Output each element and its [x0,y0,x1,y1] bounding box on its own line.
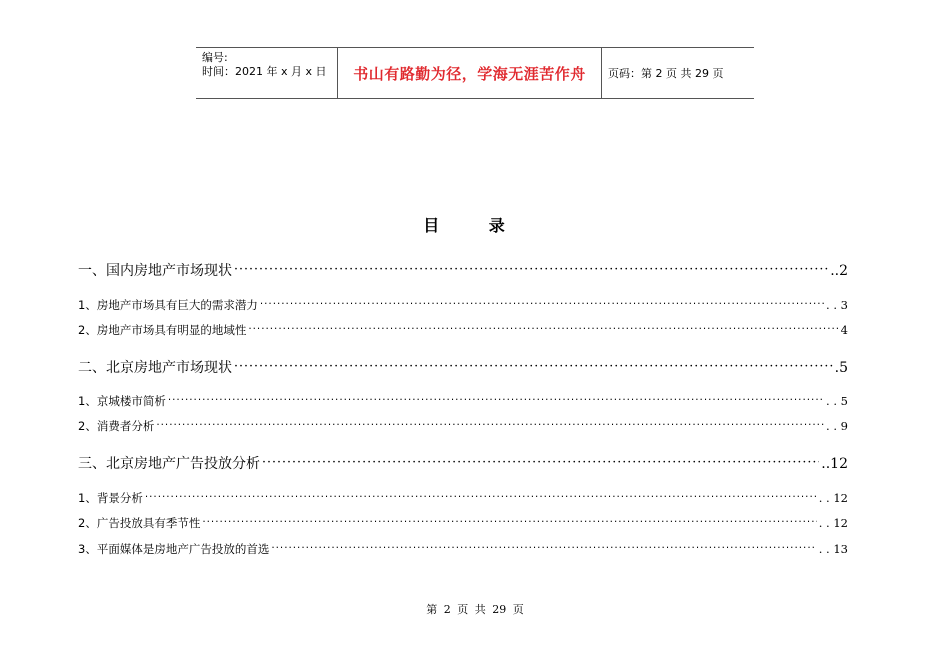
toc-entry-3-2[interactable] [78,515,848,531]
header-page-cell [602,48,754,98]
toc-entry-text: 一、国内房地产市场现状 [78,263,232,279]
toc-entry-text: 二、北京房地产市场现状 [78,360,232,376]
dot-leader [234,358,833,372]
toc-entry-1-2[interactable] [78,322,848,338]
toc-entry-3-1[interactable] [78,490,848,506]
dot-leader [271,542,816,554]
page-code: 页码：第 2 页 共 29 页 [608,67,724,80]
toc-entry-page: .5 [834,360,848,376]
toc-entry-2-1[interactable] [78,393,848,409]
toc-entry-page: . . 3 [826,298,848,312]
header-motto-cell [338,48,602,98]
toc-entry-page: ..2 [830,263,848,279]
toc-entry-page: ..12 [821,456,848,472]
dot-leader [145,491,817,503]
toc-entry-section-3[interactable] [78,453,848,473]
header-meta-cell [196,48,338,98]
toc-entry-text: 2、房地产市场具有明显的地域性 [78,323,247,337]
toc-entry-text: 2、广告投放具有季节性 [78,516,201,530]
toc-entry-page: . . 13 [818,542,848,556]
dot-leader [248,323,838,335]
toc-entry-1-1[interactable] [78,297,848,313]
toc-entry-section-2[interactable] [78,357,848,377]
toc-entry-text: 1、背景分析 [78,491,143,505]
dot-leader [156,419,824,431]
toc-entry-page: 4 [840,323,848,337]
toc-entry-page: . . 12 [818,516,848,530]
motto-text: 书山有路勤为径，学海无涯苦作舟 [353,64,586,83]
dot-leader [202,516,816,528]
dot-leader [168,394,824,406]
toc-entry-text: 1、京城楼市简析 [78,394,166,408]
dot-leader [234,261,828,275]
toc-entry-2-2[interactable] [78,418,848,434]
toc-entry-text: 2、消费者分析 [78,419,155,433]
dot-leader [262,454,819,468]
number-label: 编号: [202,51,228,64]
toc-title: 目 录 [423,216,527,235]
toc-entry-section-1[interactable] [78,260,848,280]
toc-entry-page: . . 9 [826,419,848,433]
toc-entry-page: . . 5 [826,394,848,408]
document-header [196,47,754,99]
toc-entry-text: 3、平面媒体是房地产广告投放的首选 [78,542,270,556]
toc-entry-text: 三、北京房地产广告投放分析 [78,456,260,472]
toc-entry-page: . . 12 [818,491,848,505]
toc-entry-text: 1、房地产市场具有巨大的需求潜力 [78,298,258,312]
page-footer: 第 2 页 共 29 页 [426,603,524,616]
toc-entry-3-3[interactable] [78,541,848,557]
time-label: 时间：2021 年 x 月 x 日 [202,65,327,78]
dot-leader [260,298,824,310]
